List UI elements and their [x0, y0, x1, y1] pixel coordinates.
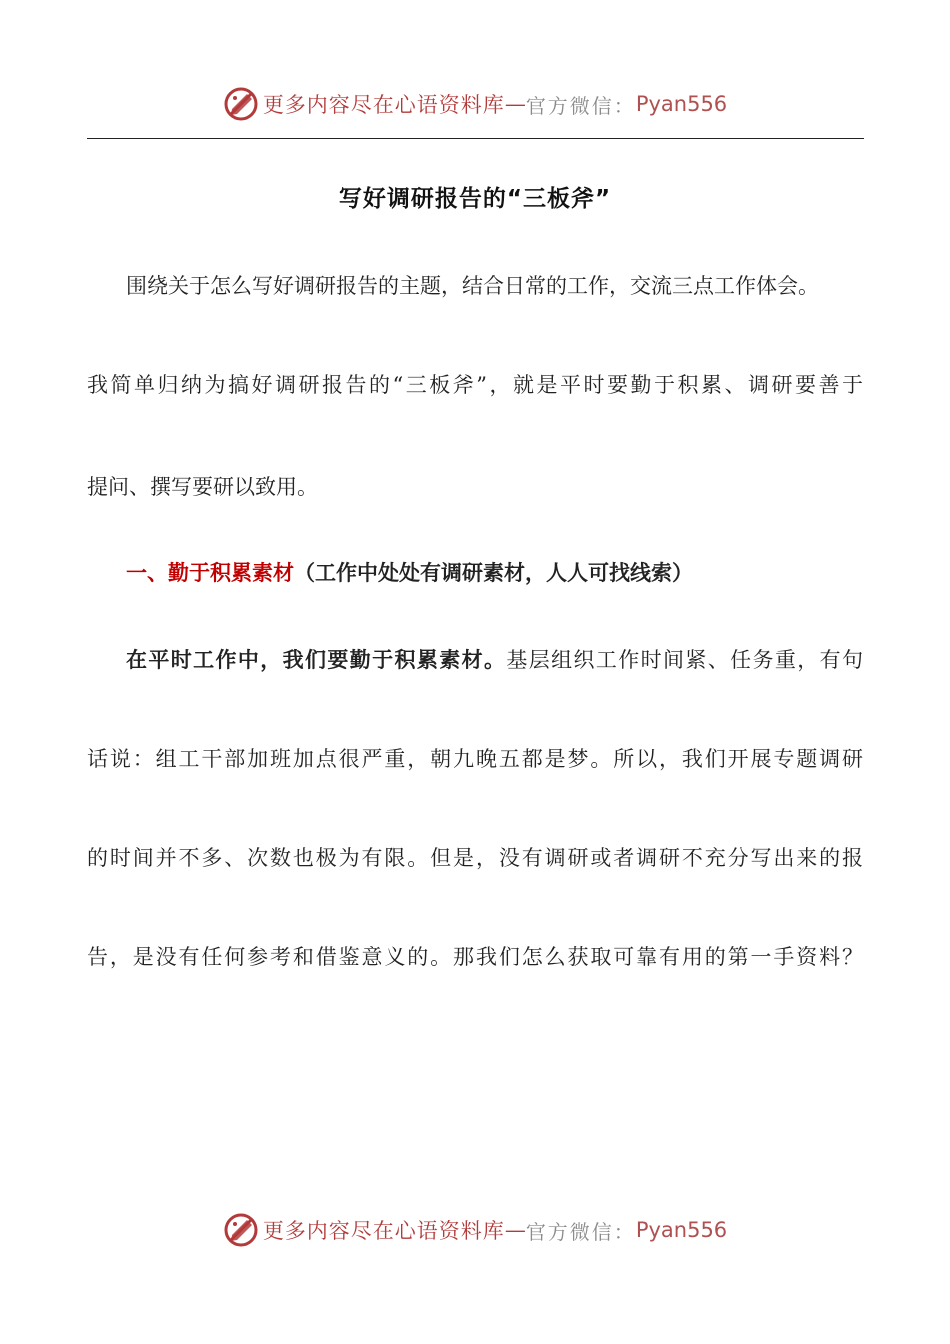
section-1-para-line-1 — [126, 645, 863, 675]
pen-logo-icon — [223, 86, 259, 122]
section-1-heading-main: 一、勤于积累素材 — [126, 561, 294, 585]
header-brand-text: 更多内容尽在心语资料库 — [262, 93, 505, 117]
header-separator: — — [504, 92, 526, 116]
header-divider — [87, 138, 864, 139]
intro-line-1: 围绕关于怎么写好调研报告的主题，结合日常的工作，交流三点工作体会。 — [126, 274, 819, 298]
section-1-lead-sentence: 在平时工作中，我们要勤于积累素材。 — [126, 648, 507, 672]
header-wechat-id: Pyan556 — [635, 92, 728, 116]
section-1-para-line-3: 的时间并不多、次数也极为有限。但是，没有调研或者调研不充分写出来的报 — [87, 846, 863, 870]
section-1-heading — [126, 558, 863, 588]
section-1-heading-note: （工作中处处有调研素材，人人可找线索） — [294, 561, 693, 585]
footer-banner — [0, 1208, 950, 1252]
section-1-para-line-2: 话说：组工干部加班加点很严重，朝九晚五都是梦。所以，我们开展专题调研 — [87, 747, 863, 771]
footer-wechat-label: 官方微信： — [525, 1219, 636, 1244]
document-title: 写好调研报告的“三板斧” — [338, 186, 612, 212]
header-wechat-label: 官方微信： — [525, 93, 636, 118]
intro-line-2: 我简单归纳为搞好调研报告的“三板斧”，就是平时要勤于积累、调研要善于 — [87, 373, 863, 397]
section-1-para-line-4: 告，是没有任何参考和借鉴意义的。那我们怎么获取可靠有用的第一手资料？ — [87, 945, 863, 969]
footer-separator: — — [504, 1218, 526, 1242]
header-banner — [0, 82, 950, 126]
intro-line-3: 提问、撰写要研以致用。 — [87, 475, 318, 499]
footer-brand-text: 更多内容尽在心语资料库 — [262, 1219, 505, 1243]
section-1-line-1-rest: 基层组织工作时间紧、任务重，有句 — [506, 648, 863, 672]
footer-wechat-id: Pyan556 — [635, 1218, 728, 1242]
pen-logo-icon — [223, 1212, 259, 1248]
